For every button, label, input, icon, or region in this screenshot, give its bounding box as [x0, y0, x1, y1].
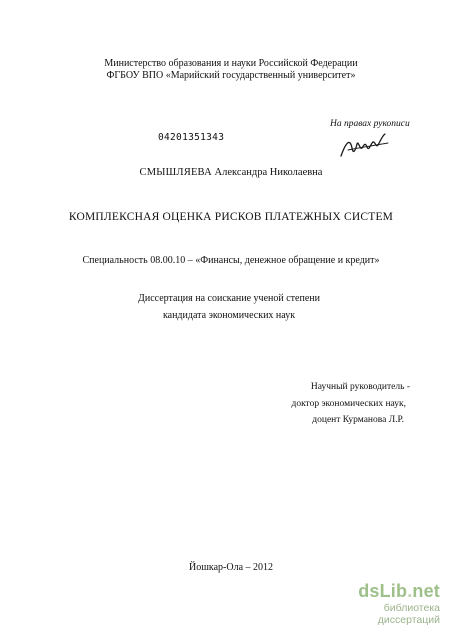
- dissertation-title: КОМПЛЕКСНАЯ ОЦЕНКА РИСКОВ ПЛАТЕЖНЫХ СИСТЕМ: [68, 211, 394, 223]
- logo-tld: net: [412, 581, 440, 601]
- catalog-number: 04201351343: [158, 132, 225, 143]
- logo-dot: .: [407, 581, 413, 601]
- author-surname: СМЫШЛЯЕВА: [139, 167, 212, 178]
- logo-main-text: dsLib: [358, 581, 408, 601]
- manuscript-rights-note: На правах рукописи: [330, 119, 410, 129]
- advisor-name: доцент Курманова Л.Р.: [312, 415, 404, 425]
- specialty-line: Специальность 08.00.10 – «Финансы, денежное обращение и кредит»: [82, 255, 380, 266]
- advisor-degree: доктор экономических наук,: [291, 399, 406, 409]
- author-given-names: Александра Николаевна: [214, 167, 323, 178]
- degree-line-1: Диссертация на соискание ученой степени: [138, 293, 320, 304]
- ministry-line-1: Министерство образования и науки Российской Федерации: [104, 58, 358, 69]
- degree-line-2: кандидата экономических наук: [162, 310, 296, 321]
- city-year: Йошкар-Ола – 2012: [188, 562, 274, 573]
- watermark-subtitle: библиотека диссертаций: [377, 602, 440, 626]
- university-line: ФГБОУ ВПО «Марийский государственный университет»: [106, 70, 356, 81]
- author-name: [6, 167, 450, 179]
- dslib-watermark: [320, 581, 440, 626]
- advisor-role: Научный руководитель -: [310, 382, 410, 392]
- handwritten-signature: [338, 128, 392, 164]
- dslib-logo: [320, 581, 440, 601]
